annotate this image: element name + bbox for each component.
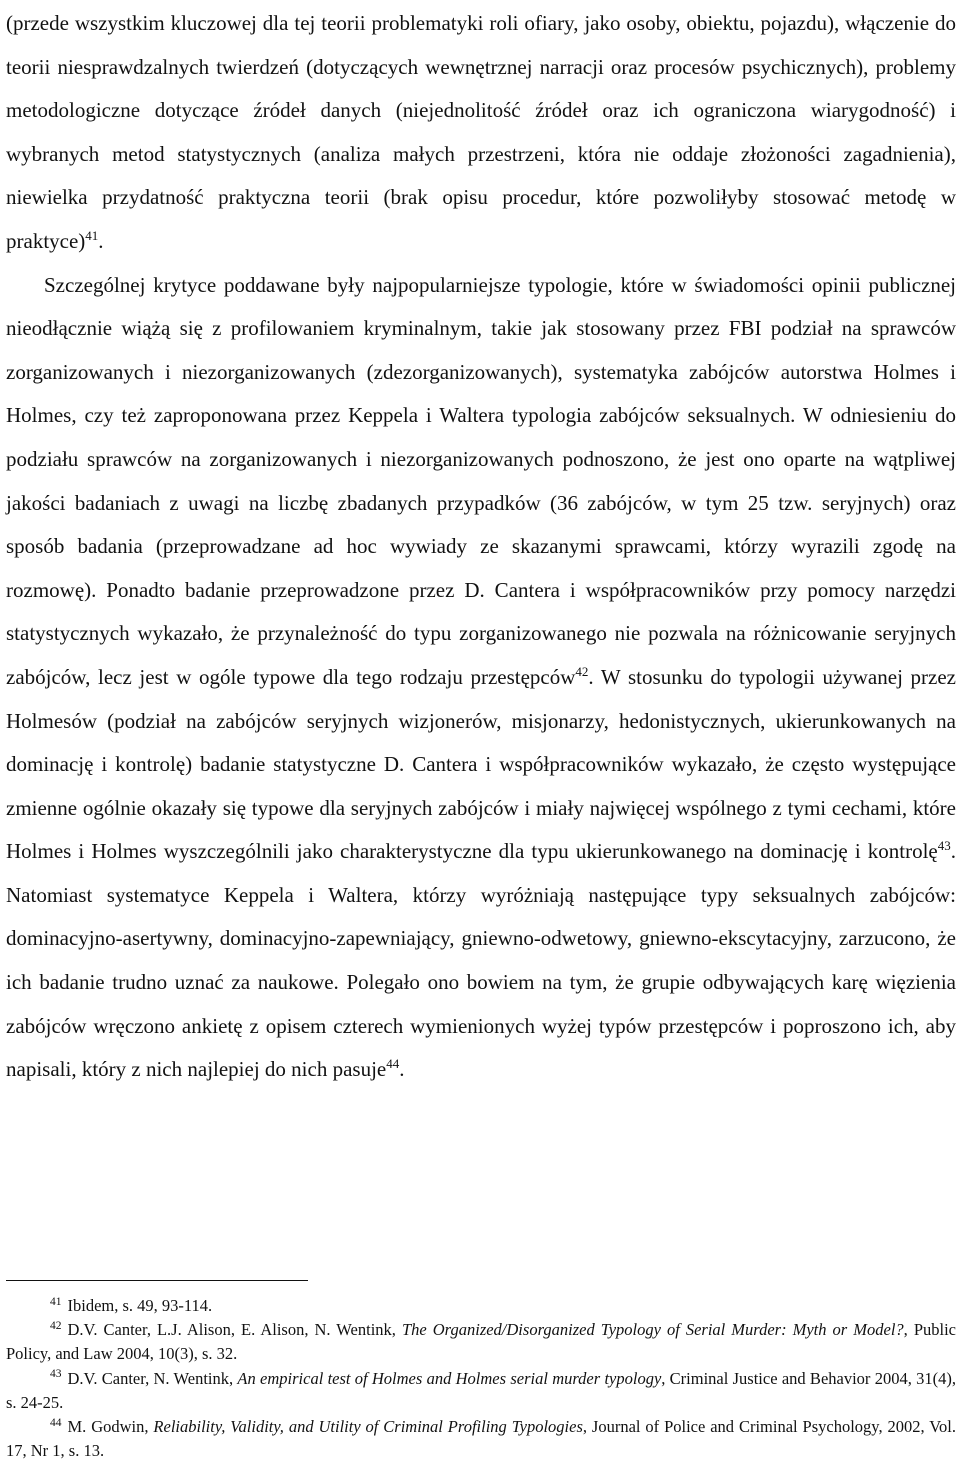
footnote-44 (6, 1415, 956, 1463)
footnote-text: Ibidem, s. 49, 93-114. (67, 1296, 213, 1315)
footnote-source: , Criminal Justice and Behavior 2004, 31(4), s. 24-25. (6, 1368, 956, 1412)
footnote-number: 41 (50, 1295, 62, 1308)
paragraph-1 (6, 11, 956, 253)
footnote-ref-41[interactable]: 41 (85, 227, 99, 243)
body-text (6, 0, 956, 1092)
footnote-separator (6, 1280, 308, 1281)
footnote-ref-43[interactable]: 43 (937, 838, 951, 854)
footnote-number: 42 (50, 1319, 62, 1332)
footnote-source: , Public Policy, and Law 2004, 10(3), s. 32. (6, 1320, 957, 1364)
paragraph-1-text: (przede wszystkim kluczowej dla tej teorii problematyki roli ofiary, jako osoby, obiektu, pojazdu), włączenie do teorii niesprawdzalnych twierdzeń (dotyczących wewnętrznej narracji oraz procesów psychicznych), problemy metodologiczne dotyczące źródeł danych (niejednolitość źródeł oraz ich ograniczona wiarygodność) i wybranych metod statystycznych (analiza małych przestrzeni, która nie oddaje złożoności zagadnienia), niewielka przydatność praktyczna teorii (brak opisu procedur, które pozwoliłyby stosować metodę w praktyce) (6, 11, 956, 253)
paragraph-1-end: . (98, 228, 104, 253)
footnotes (6, 1294, 956, 1463)
footnote-title: Reliability, Validity, and Utility of Criminal Profiling Typologies (153, 1417, 583, 1437)
paragraph-2-end: . (399, 1057, 405, 1082)
footnote-ref-42[interactable]: 42 (575, 663, 589, 679)
footnote-43 (6, 1367, 956, 1415)
footnote-text: D.V. Canter, L.J. Alison, E. Alison, N. Wentink, (67, 1320, 402, 1340)
footnote-text: D.V. Canter, N. Wentink, (67, 1368, 238, 1388)
paragraph-2-text-c: . Natomiast systematyce Keppela i Waltera, którzy wyróżniają następujące typy seksualnych zabójców: dominacyjno-asertywny, dominacyjno-zapewniający, gniewno-odwetowy, gniewno-ekscytacyjny, zarzucono, że ich badanie trudno uznać za naukowe. Polegało ono bowiem na tym, że grupie odbywających karę więzienia zabójców wręczono ankietę z opisem czterech wymienionych wyżej typów przestępców i poproszono ich, aby napisali, który z nich najlepiej do nich pasuje (6, 839, 956, 1082)
footnote-title: The Organized/Disorganized Typology of Serial Murder: Myth or Model? (401, 1320, 904, 1340)
footnote-41 (6, 1294, 956, 1318)
paragraph-2-text-a: Szczególnej krytyce poddawane były najpopularniejsze typologie, które w świadomości opinii publicznej nieodłącznie wiążą się z profilowaniem kryminalnym, takie jak stosowany przez FBI podział na sprawców zorganizowanych i niezorganizowanych (zdezorganizowanych), systematyka zabójców autorstwa Holmes i Holmes, czy też zaproponowana przez Keppela i Waltera typologia zabójców seksualnych. W odniesieniu do podziału sprawców na zorganizowanych i niezorganizowanych podnoszono, że jest ono oparte na wątpliwej jakości badaniach z uwagi na liczbę zbadanych przypadków (36 zabójców, w tym 25 tzw. seryjnych) oraz sposób badania (przeprowadzane ad hoc wywiady ze skazanymi sprawcami, którzy wyrazili zgodę na rozmowę). Ponadto badanie przeprowadzone przez D. Cantera i współpracowników przy pomocy narzędzi statystycznych wykazało, że przynależność do typu zorganizowanego nie pozwala na różnicowanie seryjnych zabójców, lecz jest w ogóle typowe dla tego rodzaju przestępców (6, 272, 956, 689)
footnote-number: 44 (50, 1416, 62, 1429)
paragraph-2 (6, 273, 956, 1082)
footnote-number: 43 (50, 1368, 62, 1381)
footnote-ref-44[interactable]: 44 (386, 1056, 400, 1072)
footnote-42 (6, 1318, 956, 1366)
footnote-text: M. Godwin, (67, 1417, 154, 1437)
footnote-source: , Journal of Police and Criminal Psychology, 2002, Vol. 17, Nr 1, s. 13. (6, 1417, 956, 1461)
footnote-title: An empirical test of Holmes and Holmes serial murder typology (237, 1368, 662, 1388)
document-page (6, 0, 957, 1461)
paragraph-2-text-b: . W stosunku do typologii używanej przez Holmesów (podział na zabójców seryjnych wizjonerów, misjonarzy, hedonistycznych, ukierunkowanych na dominację i kontrolę) badanie statystyczne D. Cantera i współpracowników wykazało, że często występujące zmienne ogólnie okazały się typowe dla seryjnych zabójców i miały najwięcej wspólnego z tymi cechami, które Holmes i Holmes wyszczególnili jako charakterystyczne dla typu ukierunkowanego na dominację i kontrolę (6, 664, 956, 864)
